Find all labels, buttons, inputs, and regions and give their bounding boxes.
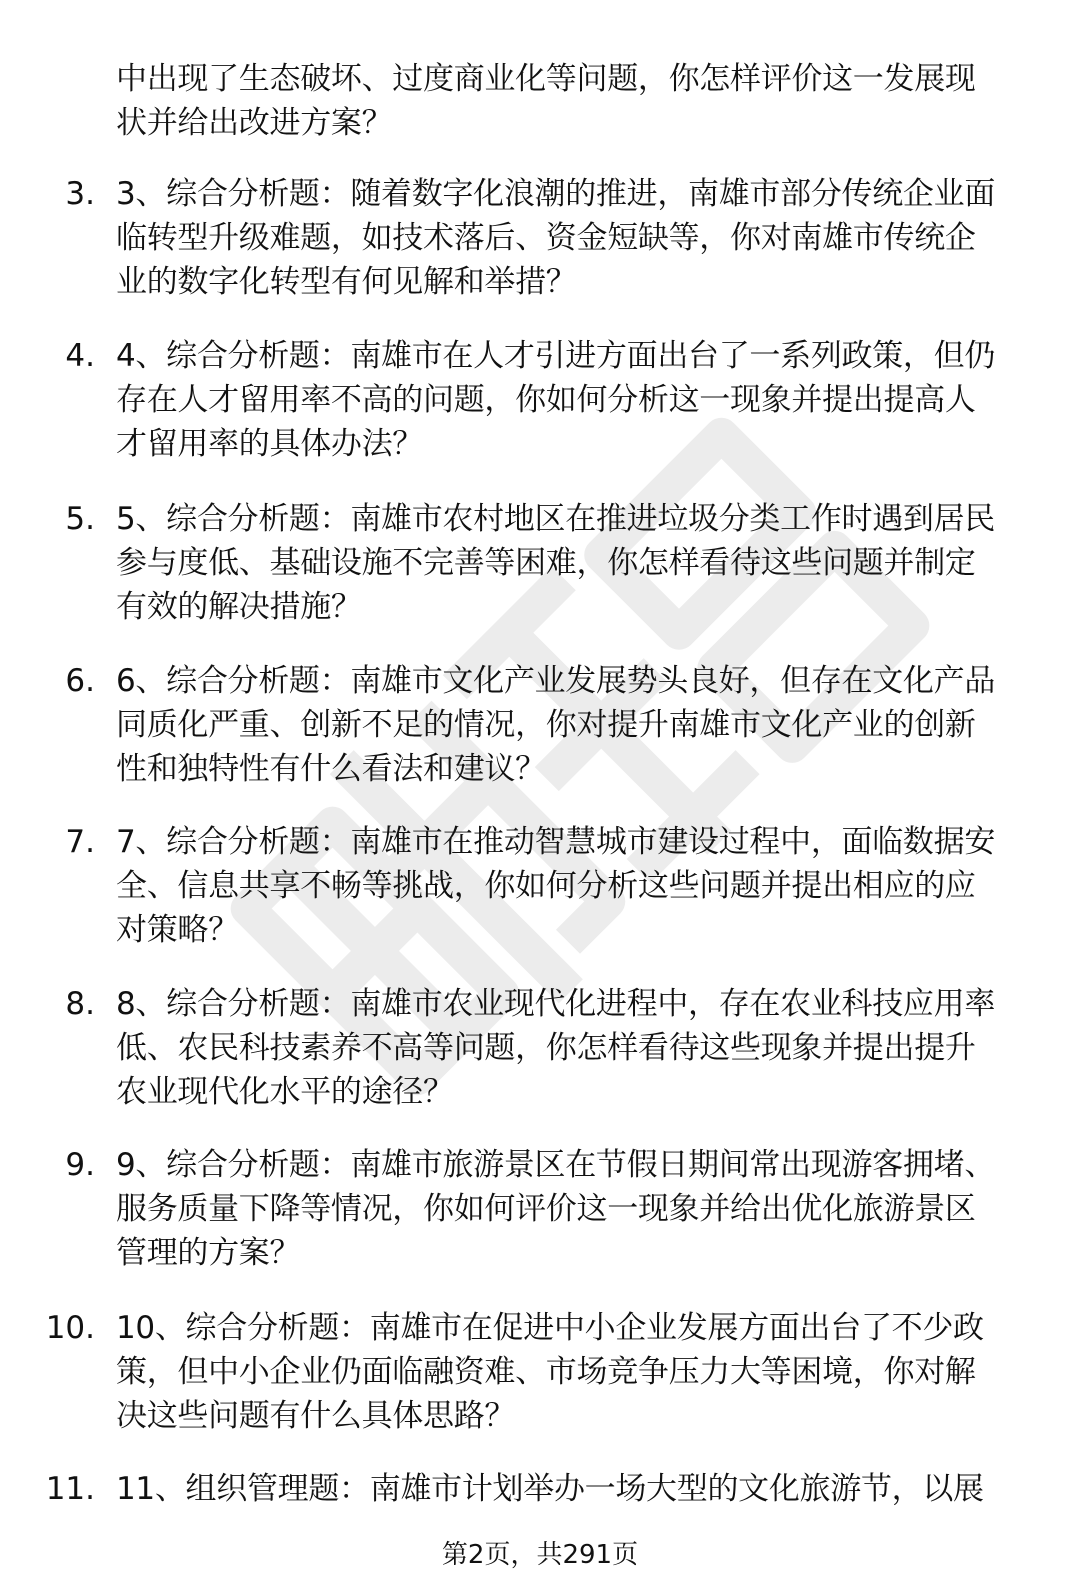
item-text [116, 172, 1046, 304]
text-line: 服务质量下降等情况，你如何评价这一现象并给出优化旅游景区 [116, 1191, 976, 1227]
item-number: 11. [45, 1471, 95, 1507]
text-line: 10、综合分析题：南雄市在促进中小企业发展方面出台了不少政 [116, 1310, 984, 1346]
text-line: 参与度低、基础设施不完善等困难，你怎样看待这些问题并制定 [116, 545, 976, 581]
text-line: 状并给出改进方案？ [116, 105, 393, 141]
text-line: 才留用率的具体办法？ [116, 426, 423, 462]
item-text [116, 1143, 1046, 1275]
text-line: 全、信息共享不畅等挑战，你如何分析这些问题并提出相应的应 [116, 868, 976, 904]
item-text [116, 820, 1046, 952]
item-number: 3. [65, 176, 95, 212]
item-number: 5. [65, 501, 95, 537]
page-number-footer: 第2页，共291页 [441, 1540, 639, 1570]
item-text [116, 497, 1046, 629]
text-line: 存在人才留用率不高的问题，你如何分析这一现象并提出提高人 [116, 382, 976, 418]
text-line: 4、综合分析题：南雄市在人才引进方面出台了一系列政策，但仍 [116, 338, 996, 374]
text-line: 决这些问题有什么具体思路？ [116, 1398, 516, 1434]
text-line: 6、综合分析题：南雄市文化产业发展势头良好，但存在文化产品 [116, 663, 996, 699]
item-number: 4. [65, 338, 95, 374]
text-line: 7、综合分析题：南雄市在推动智慧城市建设过程中，面临数据安 [116, 824, 996, 860]
item-text [116, 1467, 1046, 1511]
item-number: 10. [45, 1310, 95, 1346]
item-text [116, 659, 1046, 791]
text-line: 低、农民科技素养不高等问题，你怎样看待这些现象并提出提升 [116, 1030, 976, 1066]
text-line: 中出现了生态破坏、过度商业化等问题，你怎样评价这一发展现 [116, 61, 976, 97]
text-line: 业的数字化转型有何见解和举措？ [116, 264, 577, 300]
text-line: 策，但中小企业仍面临融资难、市场竞争压力大等困境，你对解 [116, 1354, 976, 1390]
text-line: 农业现代化水平的途径？ [116, 1074, 454, 1110]
text-line: 8、综合分析题：南雄市农业现代化进程中，存在农业科技应用率 [116, 986, 996, 1022]
continuation-text [116, 57, 1046, 145]
text-line: 11、组织管理题：南雄市计划举办一场大型的文化旅游节，以展 [116, 1471, 984, 1507]
text-line: 有效的解决措施？ [116, 589, 362, 625]
item-number: 6. [65, 663, 95, 699]
text-line: 9、综合分析题：南雄市旅游景区在节假日期间常出现游客拥堵、 [116, 1147, 996, 1183]
item-number: 7. [65, 824, 95, 860]
text-line: 3、综合分析题：随着数字化浪潮的推进，南雄市部分传统企业面 [116, 176, 996, 212]
text-line: 临转型升级难题，如技术落后、资金短缺等，你对南雄市传统企 [116, 220, 976, 256]
item-number: 9. [65, 1147, 95, 1183]
item-text [116, 982, 1046, 1114]
item-number: 8. [65, 986, 95, 1022]
text-line: 管理的方案？ [116, 1235, 301, 1271]
text-line: 5、综合分析题：南雄市农村地区在推进垃圾分类工作时遇到居民 [116, 501, 996, 537]
text-line: 性和独特性有什么看法和建议？ [116, 751, 546, 787]
item-text [116, 334, 1046, 466]
text-line: 对策略？ [116, 912, 239, 948]
text-line: 同质化严重、创新不足的情况，你对提升南雄市文化产业的创新 [116, 707, 976, 743]
item-text [116, 1306, 1046, 1438]
